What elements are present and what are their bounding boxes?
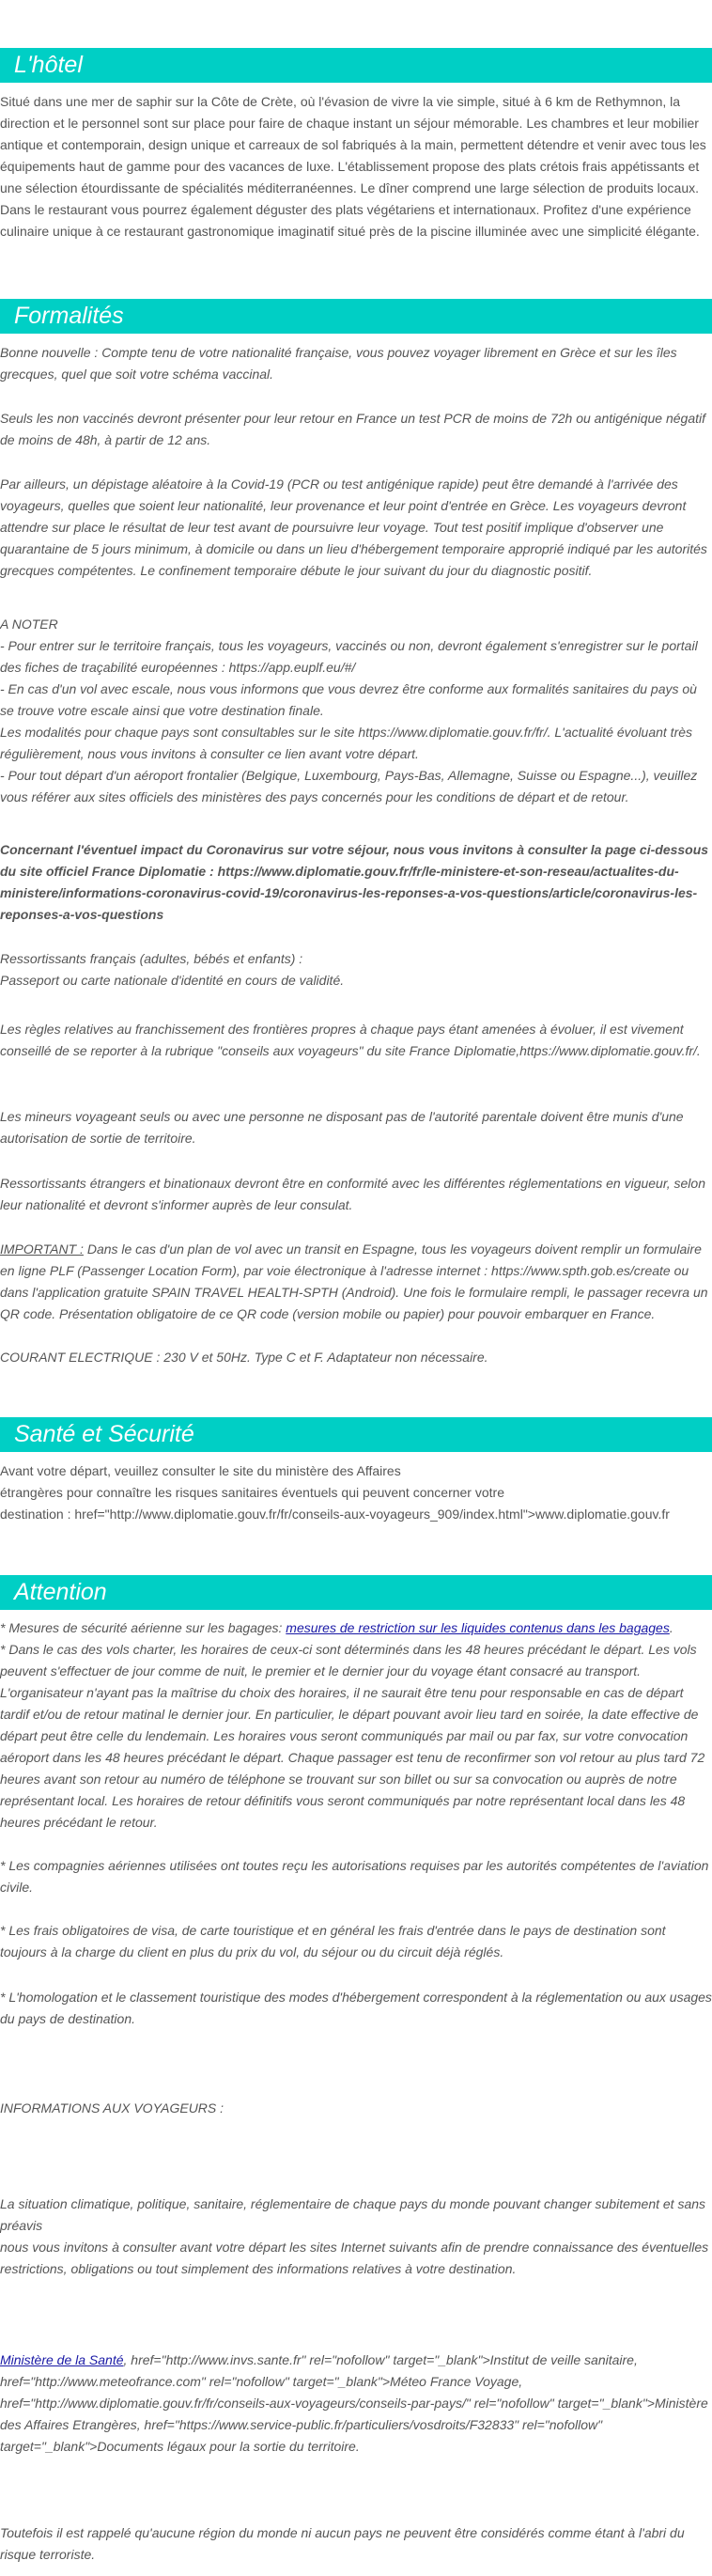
note-item: - En cas d'un vol avec escale, nous vous informons que vous devrez être conforme aux formalités sanitaires du pays où se trouve votre escale ainsi que votre destination finale. bbox=[0, 681, 697, 718]
important-text: Dans le cas d'un plan de vol avec un transit en Espagne, tous les voyageurs doivent remplir un formulaire en ligne PLF (Passenger Location Form), par voie électronique à l'adresse internet : https://www.spth.gob.es/create ou dans l'application gratuite SPAIN TRAVEL HEALTH-SPTH (Android). Une fois le formulaire rempli, le passager recevra un QR code. Présentation obligatoire de ce QR code (version mobile ou papier) pour pouvoir embarquer en France. bbox=[0, 1241, 708, 1321]
formalites-covid-notice: Concernant l'éventuel impact du Coronavirus sur votre séjour, nous vous invitons à consulter la page ci-dessous du site officiel France Diplomatie : https://www.diplomatie.gouv.fr/fr/le-ministere-et-son-reseau/actualites-du-ministere/informations-coronavirus-covid-19/coronavirus-les-reponses-a-vos-questions/article/coronavirus-les-reponses-a-vos-questions bbox=[0, 842, 709, 922]
ressortissants-title: Ressortissants français (adultes, bébés et enfants) : bbox=[0, 951, 303, 966]
sites-list: , href="http://www.invs.sante.fr" rel="nofollow" target="_blank">Institut de veille sanitaire, href="http://www.meteofrance.com" rel="nofollow" target="_blank">Méteo France Voyage, href="http://www.diplomatie.gouv.fr/fr/conseils-aux-voyageurs/conseils-par-pays/" rel="nofollow" target="_blank">Ministère des Affaires Etrangères, href="https://www.service-public.fr/particuliers/vosdroits/F32833" rel="nofollow" target="_blank">Documents légaux pour la sortie du territoire. bbox=[0, 2352, 708, 2454]
important-label: IMPORTANT : bbox=[0, 1241, 84, 1257]
formalites-mineurs: Les mineurs voyageant seuls ou avec une personne ne disposant pas de l'autorité parentale doivent être munis d'une autorisation de sortie de territoire. bbox=[0, 1109, 684, 1146]
note-item: - Pour tout départ d'un aéroport frontalier (Belgique, Luxembourg, Pays-Bas, Allemagne, Suisse ou Espagne...), veuillez vous référer aux sites officiels des ministères des pays concernés pour les conditions de départ et de retour. bbox=[0, 768, 698, 804]
situation-line: La situation climatique, politique, sanitaire, réglementaire de chaque pays du monde pouvant changer subitement et sans préavis bbox=[0, 2196, 706, 2233]
mesures-suffix: . bbox=[669, 1620, 673, 1635]
section-title-sante: Santé et Sécurité bbox=[14, 1421, 194, 1447]
situation-line: nous vous invitons à consulter avant votre départ les sites Internet suivants afin de prendre connaissance des éventuelles restrictions, obligations ou tout simplement des informations relatives à votre destination. bbox=[0, 2240, 709, 2276]
formalites-depistage: Par ailleurs, un dépistage aléatoire à la Covid-19 (PCR ou test antigénique rapide) peut être demandé à l'arrivée des voyageurs, quelles que soient leur nationalité, leur provenance et leur point d'entrée en Grèce. Les voyageurs devront attendre sur place le résultat de leur test avant de poursuivre leur voyage. Tout test positif implique d'observer une quarantaine de 5 jours minimum, à domicile ou dans un lieu d'hébergement temporaire approprié indiqué par les autorités grecques compétentes. Le confinement temporaire débute le jour suivant du jour du diagnostic positif. bbox=[0, 476, 707, 578]
sante-line: Avant votre départ, veuillez consulter le site du ministère des Affaires bbox=[0, 1463, 401, 1478]
attention-homologation: * L'homologation et le classement touristique des modes d'hébergement correspondent à la réglementation ou aux usages du pays de destination. bbox=[0, 1990, 712, 2026]
section-header-attention bbox=[0, 1575, 712, 1610]
formalites-non-vaccines: Seuls les non vaccinés devront présenter pour leur retour en France un test PCR de moins de 72h ou antigénique négatif de moins de 48h, à partir de 12 ans. bbox=[0, 411, 706, 447]
attention-frais: * Les frais obligatoires de visa, de carte touristique et en général les frais d'entrée dans le pays de destination sont toujours à la charge du client en plus du prix du vol, du séjour ou du circuit déjà réglés. bbox=[0, 1923, 666, 1959]
mesures-prefix: * Mesures de sécurité aérienne sur les bagages: bbox=[0, 1620, 286, 1635]
section-title-formalites: Formalités bbox=[14, 303, 124, 329]
formalites-important bbox=[0, 1239, 712, 1325]
ressortissants-text: Passeport ou carte nationale d'identité en cours de validité. bbox=[0, 973, 345, 988]
formalites-bonne-nouvelle: Bonne nouvelle : Compte tenu de votre nationalité française, vous pouvez voyager librement en Grèce et sur les îles grecques, quel que soit votre schéma vaccinal. bbox=[0, 345, 677, 382]
mesures-restriction-link[interactable]: mesures de restriction sur les liquides contenus dans les bagages bbox=[286, 1620, 670, 1635]
formalites-note-block bbox=[0, 614, 712, 808]
attention-situation bbox=[0, 2194, 712, 2280]
note-title: A NOTER bbox=[0, 617, 58, 632]
attention-terrorisme: Toutefois il est rappelé qu'aucune région du monde ni aucun pays ne peuvent être considérés comme étant à l'abri du risque terroriste. bbox=[0, 2525, 685, 2562]
infos-voyageurs-title: INFORMATIONS AUX VOYAGEURS : bbox=[0, 2100, 224, 2115]
note-item: Les modalités pour chaque pays sont consultables sur le site https://www.diplomatie.gouv.fr/fr/. L'actualité évoluant très régulièrement, nous vous invitons à consulter ce lien avant votre départ. bbox=[0, 725, 693, 761]
hotel-description: Situé dans une mer de saphir sur la Côte de Crète, où l'évasion de vivre la vie simple, situé à 6 km de Rethymnon, la direction et le personnel sont sur place pour faire de chaque instant un séjour mémorable. Les chambres et leur mobilier antique et contemporain, design unique et carreaux de sol fabriqués à la main, permettent détendre et venir avec tous les équipements haut de gamme pour des vacances de luxe. L'établissement propose des plats crétois frais appétissants et une sélection étourdissante de spécialités méditerranéennes. Le dîner comprend une large sélection de produits locaux. Dans le restaurant vous pourrez également déguster des plats végétariens et internationaux. Profitez d'une expérience culinaire unique à ce restaurant gastronomique imaginatif situé près de la piscine illuminée avec une simplicité élégante. bbox=[0, 94, 706, 239]
sante-line: étrangères pour connaître les risques sanitaires éventuels qui peuvent concerner votre bbox=[0, 1485, 504, 1500]
attention-mesures bbox=[0, 1617, 712, 1639]
attention-sites bbox=[0, 2350, 712, 2458]
attention-charter: * Dans le cas des vols charter, les horaires de ceux-ci sont déterminés dans les 48 heures précédant le départ. Les vols peuvent s'effectuer de jour comme de nuit, le premier et le dernier jour du voyage étant consacré au transport. L'organisateur n'ayant pas la maîtrise du choix des horaires, il ne saurait être tenu pour responsable en cas de départ tardif et/ou de retour matinal le dernier jour. En particulier, le départ pouvant avoir lieu tard en soirée, la date effective de départ peut être celle du lendemain. Les horaires vous seront communiqués par mail ou par fax, sur votre convocation aéroport dans les 48 heures précédant le départ. Chaque passager est tenu de reconfirmer son vol retour au plus tard 72 heures avant son retour au numéro de téléphone se trouvant sur son billet ou sur sa convocation ou auprès de notre représentant local. Les horaires de retour définitifs vous seront communiqués par notre représentant local dans les 48 heures précédant le retour. bbox=[0, 1642, 705, 1830]
sante-line: destination : href="http://www.diplomatie.gouv.fr/fr/conseils-aux-voyageurs_909/index.html">www.diplomatie.gouv.fr bbox=[0, 1507, 670, 1522]
note-item: - Pour entrer sur le territoire français, tous les voyageurs, vaccinés ou non, devront également s'enregistrer sur le portail des fiches de traçabilité européennes : https://app.euplf.eu/#/ bbox=[0, 638, 698, 675]
formalites-regles: Les règles relatives au franchissement des frontières propres à chaque pays étant amenées à évoluer, il est vivement conseillé de se reporter à la rubrique "conseils aux voyageurs" du site France Diplomatie,https://www.diplomatie.gouv.fr/. bbox=[0, 1022, 701, 1058]
attention-compagnies: * Les compagnies aériennes utilisées ont toutes reçu les autorisations requises par les autorités compétentes de l'aviation civile. bbox=[0, 1858, 709, 1895]
formalites-etrangers: Ressortissants étrangers et binationaux devront être en conformité avec les différentes réglementations en vigueur, selon leur nationalité et devront s'informer auprès de leur consulat. bbox=[0, 1176, 705, 1212]
section-title-hotel: L'hôtel bbox=[14, 52, 83, 78]
formalites-ressortissants bbox=[0, 948, 712, 991]
sante-text bbox=[0, 1460, 712, 1525]
section-header-sante bbox=[0, 1417, 712, 1452]
ministere-sante-link[interactable]: Ministère de la Santé bbox=[0, 2352, 124, 2367]
section-header-hotel bbox=[0, 48, 712, 83]
formalites-courant: COURANT ELECTRIQUE : 230 V et 50Hz. Type C et F. Adaptateur non nécessaire. bbox=[0, 1350, 488, 1365]
section-header-formalites bbox=[0, 299, 712, 334]
section-title-attention: Attention bbox=[14, 1579, 107, 1605]
